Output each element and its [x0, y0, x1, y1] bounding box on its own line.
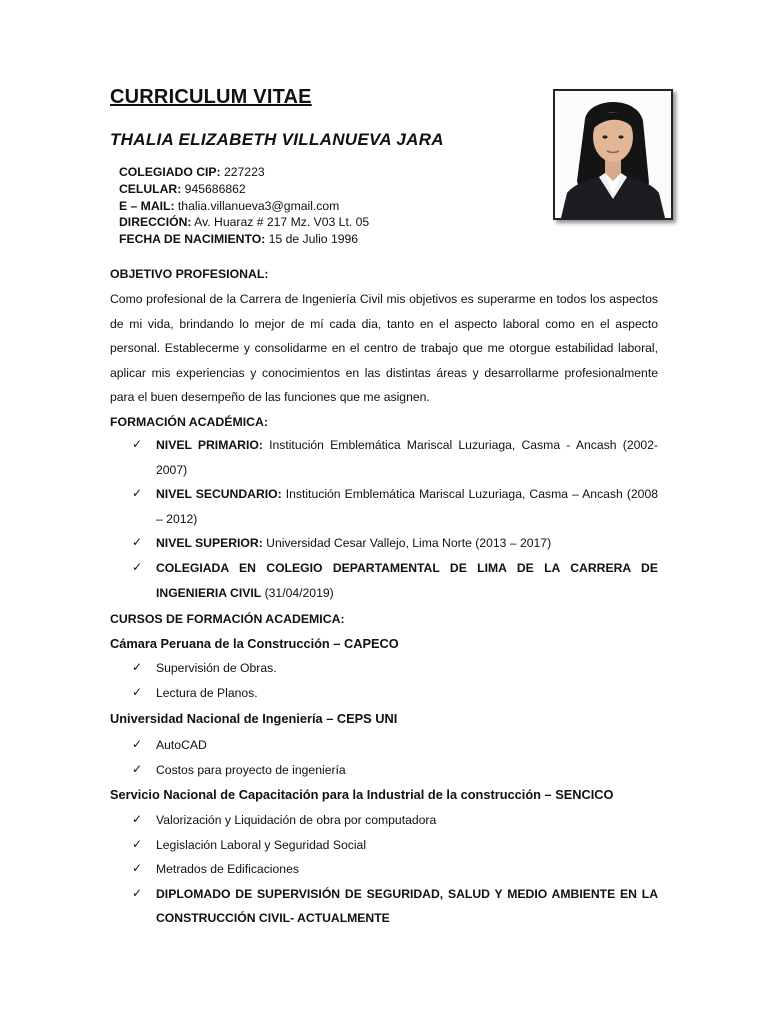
institution-sencico: Servicio Nacional de Capacitación para la Industrial de la construcción – SENCICO — [110, 787, 614, 802]
candidate-name: THALIA ELIZABETH VILLANUEVA JARA — [110, 130, 444, 149]
check-icon: ✓ — [132, 885, 143, 900]
course-item — [110, 857, 658, 882]
course-item-text: Legislación Laboral y Seguridad Social — [156, 837, 367, 852]
sencico-course-list — [110, 808, 658, 931]
education-item-text: Institución Emblemática Mariscal Luzuriaga, Casma - Ancash (2002-2007) — [156, 438, 658, 477]
address-value: Av. Huaraz # 217 Mz. V03 Lt. 05 — [191, 215, 370, 230]
phone-value: 945686862 — [181, 181, 246, 196]
objective-heading: OBJETIVO PROFESIONAL: — [110, 267, 269, 281]
course-item-text: Supervisión de Obras. — [156, 661, 277, 675]
phone-row — [119, 181, 369, 198]
birth-label: FECHA DE NACIMIENTO: — [119, 232, 266, 247]
education-item — [110, 482, 658, 531]
profile-photo — [553, 89, 673, 220]
birth-value: 15 de Julio 1996 — [265, 232, 359, 247]
education-item — [110, 531, 658, 556]
check-icon: ✓ — [132, 660, 143, 674]
education-item-label: NIVEL PRIMARIO: — [156, 438, 263, 452]
email-label: E – MAIL: — [119, 198, 175, 213]
diploma-item-text: DIPLOMADO DE SUPERVISIÓN DE SEGURIDAD, SALUD Y MEDIO AMBIENTE EN LA CONSTRUCCIÓN CIVIL- ACTUALMENTE — [156, 886, 658, 926]
check-icon: ✓ — [132, 761, 143, 776]
check-icon: ✓ — [132, 486, 143, 501]
cip-label: COLEGIADO CIP: — [119, 165, 221, 179]
capeco-course-list — [110, 656, 658, 705]
email-row — [119, 198, 369, 215]
course-item-text: Lectura de Planos. — [156, 685, 258, 700]
objective-text: Como profesional de la Carrera de Ingeniería Civil mis objetivos es superarme en todos los aspectos de mi vida, brindando lo mejor de mí cada dia, tanto en el aspecto laboral como en el aspecto personal. Establecerme y consolidarme en el centro de trabajo que me otorgue estabilidad laboral, aplicar mis experiencias y conocimientos en las distintas áreas y desarrollarme profesionalmente para el buen desempeño de las funciones que me asignen. — [110, 292, 658, 405]
education-heading: FORMACIÓN ACADÉMICA: — [110, 415, 269, 429]
cip-row — [119, 164, 369, 181]
education-item-label: COLEGIADA EN COLEGIO DEPARTAMENTAL DE LIMA DE LA CARRERA DE INGENIERIA CIVIL — [156, 560, 658, 600]
education-item-text: Institución Emblemática Mariscal Luzuriaga, Casma – Ancash (2008 – 2012) — [156, 487, 659, 526]
check-icon: ✓ — [132, 437, 143, 451]
education-item-label: NIVEL SECUNDARIO: — [156, 487, 282, 502]
course-item — [110, 833, 658, 858]
institution-uni: Universidad Nacional de Ingeniería – CEPS UNI — [110, 711, 398, 726]
education-item — [110, 433, 658, 482]
course-item — [110, 882, 658, 931]
email-value[interactable]: thalia.villanueva3@gmail.com — [174, 198, 340, 213]
check-icon: ✓ — [132, 535, 143, 550]
address-row — [119, 214, 369, 231]
check-icon: ✓ — [132, 812, 143, 826]
education-item-text: (31/04/2019) — [261, 585, 334, 600]
birth-row — [119, 231, 369, 248]
course-item-text: AutoCAD — [156, 738, 207, 752]
check-icon: ✓ — [132, 861, 143, 876]
education-item-text: Universidad Cesar Vallejo, Lima Norte (2013 – 2017) — [262, 536, 552, 551]
document-title: CURRICULUM VITAE — [110, 86, 312, 108]
uni-course-list — [110, 733, 658, 782]
course-item — [110, 656, 658, 681]
profile-photo-image — [555, 91, 671, 218]
course-item — [110, 808, 658, 833]
course-item — [110, 733, 658, 758]
course-item — [110, 681, 658, 706]
contact-block — [119, 164, 369, 248]
check-icon: ✓ — [132, 737, 143, 751]
phone-label: CELULAR: — [119, 181, 182, 196]
education-item — [110, 556, 658, 605]
courses-heading: CURSOS DE FORMACIÓN ACADEMICA: — [110, 612, 345, 626]
course-item-text: Metrados de Edificaciones — [156, 862, 299, 877]
education-item-label: NIVEL SUPERIOR: — [156, 536, 263, 551]
cip-value: 227223 — [220, 165, 265, 179]
course-item — [110, 758, 658, 783]
course-item-text: Costos para proyecto de ingeniería — [156, 762, 346, 777]
institution-capeco: Cámara Peruana de la Construcción – CAPECO — [110, 636, 399, 651]
address-label: DIRECCIÓN: — [119, 215, 192, 230]
education-list — [110, 433, 658, 605]
check-icon: ✓ — [132, 559, 143, 574]
check-icon: ✓ — [132, 684, 143, 699]
course-item-text: Valorización y Liquidación de obra por computadora — [156, 813, 437, 827]
check-icon: ✓ — [132, 836, 143, 851]
